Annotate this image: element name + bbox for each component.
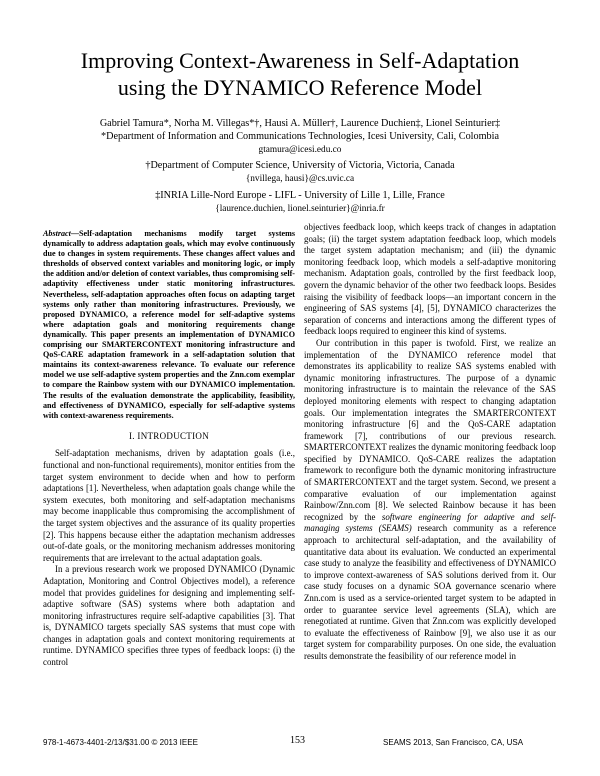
affiliation-1: *Department of Information and Communications Technologies, Icesi University, Cali, Colombia	[101, 130, 499, 142]
affiliation-3-email: {laurence.duchien, lionel.seinturier}@inria.fr	[215, 203, 385, 214]
right-paragraph-2-tail: research community as a reference approach to architectural self-adaptation, and the availability of quantitative data about its evaluation. We conducted an experimental case study to analyze the feasibility and effectiveness of DYNAMICO to improve context-awareness of SAS solutions derived from it. Our case study focuses on a dynamic SOA governance scenario where Znn.com is used as a service-oriented target system to be adapted in order to guarantee service level agreements (SLA), which are renegotiated at runtime. Given that Znn.com was explicitly developed to evaluate the effectiveness of Rainbow [9], we also use it as our target system for comparability purposes. On one side, the evaluation results demonstrate the feasibility of our reference model in	[304, 523, 557, 661]
abstract	[43, 229, 295, 421]
intro-paragraph-1: Self-adaptation mechanisms, driven by adaptation goals (i.e., functional and non-functional requirements), monitor entities from the target system environment to decide when and how to perform adaptations [1]. Nevertheless, when adaptation goals change while the system executes, both monitoring and self-adaptation mechanisms may become inapplicable thus compromising the accomplishment of the target system objectives and the assurance of its quality properties [2]. This happens because either the adaptation mechanism addresses out-of-date goals, or the monitoring mechanism addresses monitoring requirements that are irrelevant to the actual adaptation goals.	[43, 448, 295, 563]
footer-isbn: 978-1-4673-4401-2/13/$31.00 © 2013 IEEE	[43, 738, 198, 747]
abstract-text: —Self-adaptation mechanisms modify target systems dynamically to address adaptation goals, which may evolve continuously due to changes in system requirements. These changes affect values and thresholds of observed context variables and monitoring logic, or imply the addition and/or deletion of context variables, thus compromising self-adaptivity effectiveness under static monitoring infrastructures. Nevertheless, self-adaptation approaches often focus on adapting target systems only rather than monitoring infrastructures. Previously, we proposed DYNAMICO, a reference model for self-adaptive systems where adaptation goals and monitoring requirements change dynamically. This paper presents an implementation of DYNAMICO comprising our SMARTERCONTEXT monitoring infrastructure and QoS-CARE adaptation framework in a self-adaptation solution that maintains its context-awareness relevance. To evaluate our reference model we use self-adaptive system properties and the Znn.com exemplar to compare the Rainbow system with our DYNAMICO implementation. The results of the evaluation demonstrate the applicability, feasibility, and effectiveness of DYNAMICO, especially for self-adaptive systems with context-awareness requirements.	[43, 229, 295, 420]
footer-page-number: 153	[290, 735, 305, 746]
title-line-1: Improving Context-Awareness in Self-Adaptation	[80, 48, 520, 73]
affiliation-1-email: gtamura@icesi.edu.co	[258, 144, 342, 155]
section-heading-introduction: I. INTRODUCTION	[129, 430, 209, 441]
right-paragraph-1: objectives feedback loop, which keeps track of changes in adaptation goals; (ii) the target system adaptation feedback loop, which models the target system adaptation mechanism; and (iii) the dynamic monitoring feedback loop, which models a self-adaptive monitoring mechanism. Adaptation goals, controlled by the first feedback loop, govern the dynamic behavior of the other two feedback loops. Besides raising the visibility of feedback loops—an important concern in the engineering of SAS systems [4], [5], DYNAMICO characterizes the separation of concerns and interactions among the different types of feedback loops required to engineer this kind of systems.	[304, 222, 556, 337]
left-column	[43, 229, 295, 669]
right-paragraph-2	[304, 338, 556, 663]
affiliation-2: †Department of Computer Science, University of Victoria, Victoria, Canada	[145, 160, 455, 172]
author-block	[20, 118, 580, 216]
affiliation-2-email: {nvillega, hausi}@cs.uvic.ca	[245, 174, 355, 185]
intro-paragraph-2: In a previous research work we proposed DYNAMICO (Dynamic Adaptation, Monitoring and Control Objectives model), a reference model that provides guidelines for designing and implementing self-adaptive software (SAS) systems where both adaptation and monitoring infrastructures require self-adaptive capabilities [3]. That is, DYNAMICO targets specially SAS systems that must cope with changes in adaptation goals and context monitoring requirements at runtime. DYNAMICO specifies three types of feedback loops: (i) the control	[43, 564, 295, 668]
title-line-2: using the DYNAMICO Reference Model	[117, 75, 483, 100]
seams-term: software engineering for adaptive and self-managing systems (SEAMS)	[304, 511, 556, 534]
right-column	[304, 222, 556, 663]
abstract-label: Abstract	[43, 229, 71, 238]
footer-venue: SEAMS 2013, San Francisco, CA, USA	[383, 738, 524, 747]
paper-title	[20, 47, 580, 101]
author-names: Gabriel Tamura*, Norha M. Villegas*†, Hausi A. Müller†, Laurence Duchien‡, Lionel Seinturier‡	[99, 118, 501, 129]
affiliation-3: ‡INRIA Lille-Nord Europe - LIFL - University of Lille 1, Lille, France	[155, 189, 445, 201]
right-paragraph-2-text: Our contribution in this paper is twofold. First, we realize an implementation of the DYNAMICO reference model that demonstrates its applicability to realize SAS systems enabled with dynamic monitoring infrastructures. The purpose of a dynamic monitoring infrastructure is to maintain the relevance of the SAS deployed monitoring elements with respect to changing adaptation goals. Our implementation integrates the SMARTERCONTEXT monitoring infrastructure [6] and the QoS-CARE adaptation framework [7], contributions of our previous research. SMARTERCONTEXT realizes the dynamic monitoring feedback loop specified by DYNAMICO. QoS-CARE realizes the adaptation framework to reconfigure both the dynamic monitoring infrastructure of SMARTERCONTEXT and the target system. Second, we present a comparative evaluation of our implementation against Rainbow/Znn.com [8]. We selected Rainbow because it has been recognized by the	[304, 337, 556, 522]
